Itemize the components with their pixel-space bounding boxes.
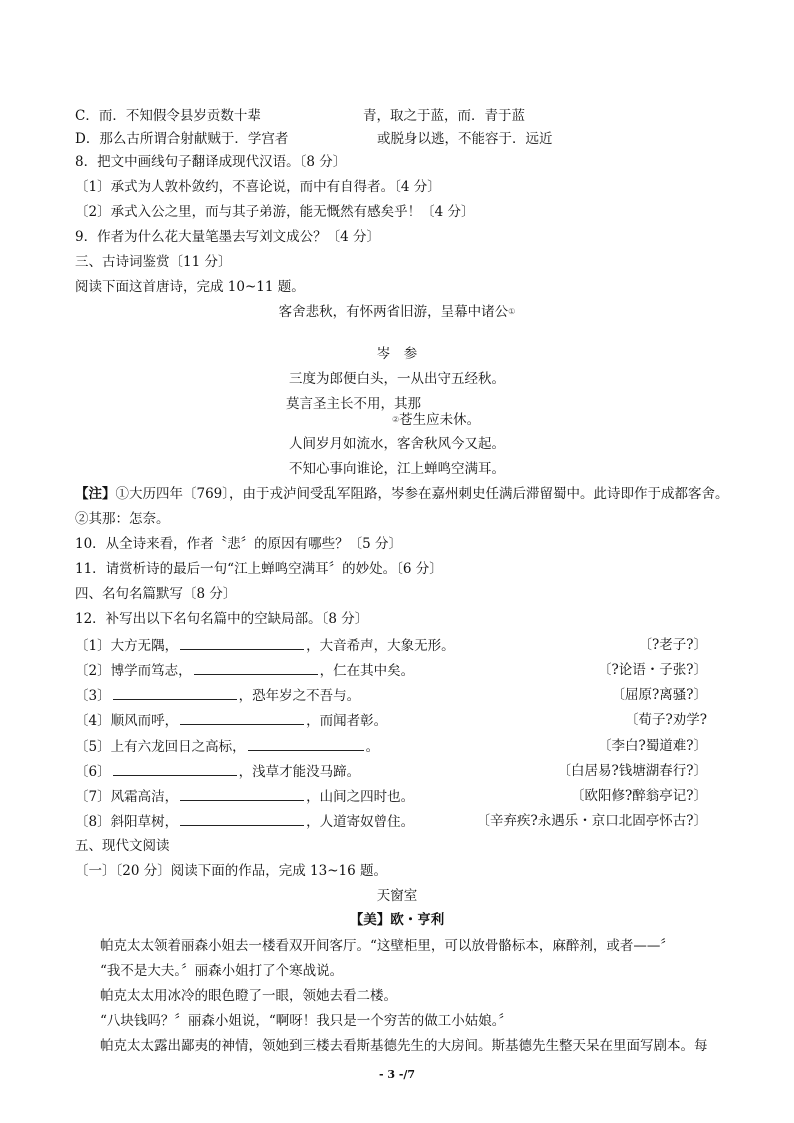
- option-d-left: D．那么古所谓合射献贼于．学宫者: [75, 131, 289, 147]
- section-4-heading: 四、名句名篇默写〔8 分〕: [75, 586, 237, 602]
- note-1-text: ①大历四年〔769〕，由于戎泸间受乱军阻路，岑参在嘉州刺史任满后滞留蜀中。此诗即作于成都客舍。: [115, 486, 729, 502]
- fill-item-prefix: 〔2〕博学而笃志，: [75, 663, 192, 679]
- question-11: 11．请赏析诗的最后一句“江上蝉鸣空满耳〞的妙处。〔6 分〕: [75, 561, 443, 577]
- question-12: 12．补写出以下名句名篇中的空缺局部。〔8 分〕: [75, 611, 369, 627]
- story-paragraph-3: 帕克太太用冰冷的眼色瞪了一眼，领她去看二楼。: [100, 988, 397, 1004]
- fill-item-prefix: 〔1〕大方无隅，: [75, 638, 179, 654]
- section-5-heading: 五、现代文阅读: [75, 838, 170, 854]
- section-5-part-1: 〔一〕〔20 分〕阅读下面的作品，完成 13~16 题。: [75, 863, 387, 879]
- poem-title-note-mark: ①: [508, 307, 516, 316]
- fill-blank[interactable]: [180, 635, 304, 650]
- poem-author: 岑 参: [376, 346, 418, 362]
- poem-title: [0, 302, 794, 322]
- note-label: 【注】: [75, 486, 116, 502]
- option-d: [75, 129, 553, 149]
- poem-line-4: 不知心事向谁论，江上蝉鸣空满耳。: [289, 461, 505, 477]
- fill-item-4: [75, 710, 387, 731]
- option-d-right: 或脱身以逃，不能容于．远近: [377, 131, 553, 147]
- question-8: 8．把文中画线句子翻译成现代汉语。〔8 分〕: [75, 154, 347, 170]
- poem-line-1: 三度为郎便白头，一从出守五经秋。: [289, 371, 505, 387]
- fill-item-prefix: 〔4〕顺风而呼，: [75, 713, 179, 729]
- poem-line-2-note-mark: ②: [392, 415, 400, 424]
- fill-source-3: 〔屈原?离骚?〕: [611, 687, 707, 703]
- fill-item-suffix: ，恐年岁之不吾与。: [238, 688, 361, 704]
- section-3-heading: 三、古诗词鉴赏〔11 分〕: [75, 254, 232, 270]
- fill-item-suffix: ，山间之四时也。: [306, 789, 415, 805]
- fill-item-7: [75, 786, 414, 807]
- fill-item-2: [75, 660, 414, 681]
- fill-item-prefix: 〔6〕: [75, 764, 111, 780]
- question-10: 10．从全诗来看，作者〝悲〞的原因有哪些？〔5 分〕: [75, 536, 403, 552]
- fill-source-5: 〔李白?蜀道难?〕: [598, 738, 707, 754]
- fill-item-prefix: 〔8〕斜阳草树，: [75, 814, 179, 830]
- question-8-2: 〔2〕承式入公之里，而与其子弟游，能无慨然有感矣乎！〔4 分〕: [75, 204, 475, 220]
- section-3-intro: 阅读下面这首唐诗，完成 10~11 题。: [75, 279, 305, 295]
- poem-title-text: 客舍悲秋，有怀两省旧游，呈幕中诸公: [278, 304, 509, 320]
- option-c-right: 青，取之于蓝，而．青于蓝: [363, 108, 525, 124]
- fill-item-prefix: 〔5〕上有六龙回日之高标，: [75, 739, 246, 755]
- story-paragraph-1: 帕克太太领着丽森小姐去一楼看双开间客厅。“这壁柜里，可以放骨骼标本，麻醉剂，或者——〞: [100, 938, 674, 954]
- fill-item-suffix: ，大音希声，大象无形。: [306, 638, 455, 654]
- question-9: 9．作者为什么花大量笔墨去写刘文成公？〔4 分〕: [75, 229, 380, 245]
- fill-item-6: [75, 761, 360, 782]
- fill-source-6: 〔白居易?钱塘湖春行?〕: [557, 763, 707, 779]
- fill-item-suffix: ，人道寄奴曾住。: [306, 814, 415, 830]
- fill-item-3: [75, 685, 360, 706]
- fill-item-suffix: ，仁在其中矣。: [319, 663, 415, 679]
- fill-item-prefix: 〔7〕风霜高洁，: [75, 789, 179, 805]
- fill-source-8: 〔辛弃疾?永遇乐・京口北固亭怀古?〕: [476, 813, 707, 829]
- fill-item-suffix: ，而闻者彰。: [306, 713, 388, 729]
- fill-item-suffix: ，浅草才能没马蹄。: [238, 764, 361, 780]
- poem-line-2a: 莫言圣主长不用，其那: [286, 396, 421, 412]
- fill-blank[interactable]: [113, 685, 237, 700]
- fill-blank[interactable]: [180, 786, 304, 801]
- story-author: 【美】欧・亨利: [349, 912, 445, 928]
- story-paragraph-4: “八块钱吗？〞丽森小姐说，“啊呀！我只是一个穷苦的做工小姑娘。〞: [100, 1013, 513, 1029]
- fill-source-4: 〔荀子?劝学?: [625, 712, 707, 728]
- story-title: 天窗室: [376, 888, 418, 904]
- fill-blank[interactable]: [113, 761, 237, 776]
- fill-item-5: [75, 736, 379, 757]
- question-8-1: 〔1〕承式为人敦朴敛约，不喜论说，而中有自得者。〔4 分〕: [75, 179, 441, 195]
- fill-blank[interactable]: [180, 710, 304, 725]
- story-paragraph-2: “我不是大夫。〞丽森小姐打了个寒战说。: [100, 963, 344, 979]
- story-paragraph-5: 帕克太太露出鄙夷的神情，领她到三楼去看斯基德先生的大房间。斯基德先生整天呆在里面写剧本。每: [100, 1038, 708, 1054]
- note-2: ②其那：怎奈。: [75, 511, 170, 527]
- fill-blank[interactable]: [194, 660, 318, 675]
- fill-item-8: [75, 811, 414, 832]
- page-number: - 3 -/7: [378, 1068, 416, 1081]
- note-1: [75, 484, 729, 504]
- poem-line-2b-text: 苍生应未休。: [399, 412, 481, 428]
- fill-item-1: [75, 635, 455, 656]
- poem-line-2b: [392, 410, 480, 430]
- fill-source-1: 〔?老子?〕: [638, 637, 707, 653]
- fill-blank[interactable]: [248, 736, 364, 751]
- fill-source-7: 〔欧阳修?醉翁亭记?〕: [571, 788, 707, 804]
- option-c-left: C．而．不知假令县岁贡数十辈: [75, 108, 261, 124]
- poem-line-3: 人间岁月如流水，客舍秋风今又起。: [289, 436, 505, 452]
- fill-item-suffix: 。: [365, 739, 380, 755]
- fill-blank[interactable]: [180, 811, 304, 826]
- fill-item-prefix: 〔3〕: [75, 688, 111, 704]
- option-c: [75, 106, 525, 126]
- fill-source-2: 〔?论语・子张?〕: [598, 662, 707, 678]
